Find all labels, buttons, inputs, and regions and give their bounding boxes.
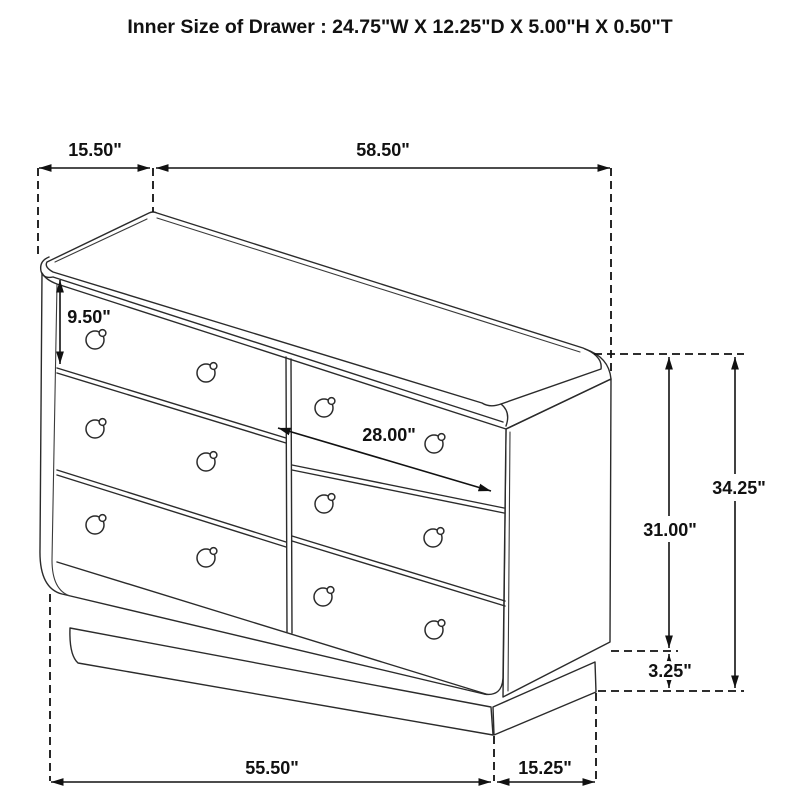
dim-bottom-side-depth: 15.25": [518, 758, 572, 778]
right-side-panel: [503, 379, 611, 697]
dim-overall-height: 34.25": [712, 478, 766, 498]
dim-top-front-width: 58.50": [356, 140, 410, 160]
diagram-title: Inner Size of Drawer : 24.75"W X 12.25"D X 5.00"H X 0.50"T: [127, 16, 673, 38]
dim-base-height: 3.25": [648, 661, 692, 681]
dim-body-height: 31.00": [643, 520, 697, 540]
dim-bottom-front-width: 55.50": [245, 758, 299, 778]
dim-inner-drawer-width: 28.00": [362, 425, 416, 445]
dim-top-drawer-height: 9.50": [67, 307, 111, 327]
dim-top-side-depth: 15.50": [68, 140, 122, 160]
